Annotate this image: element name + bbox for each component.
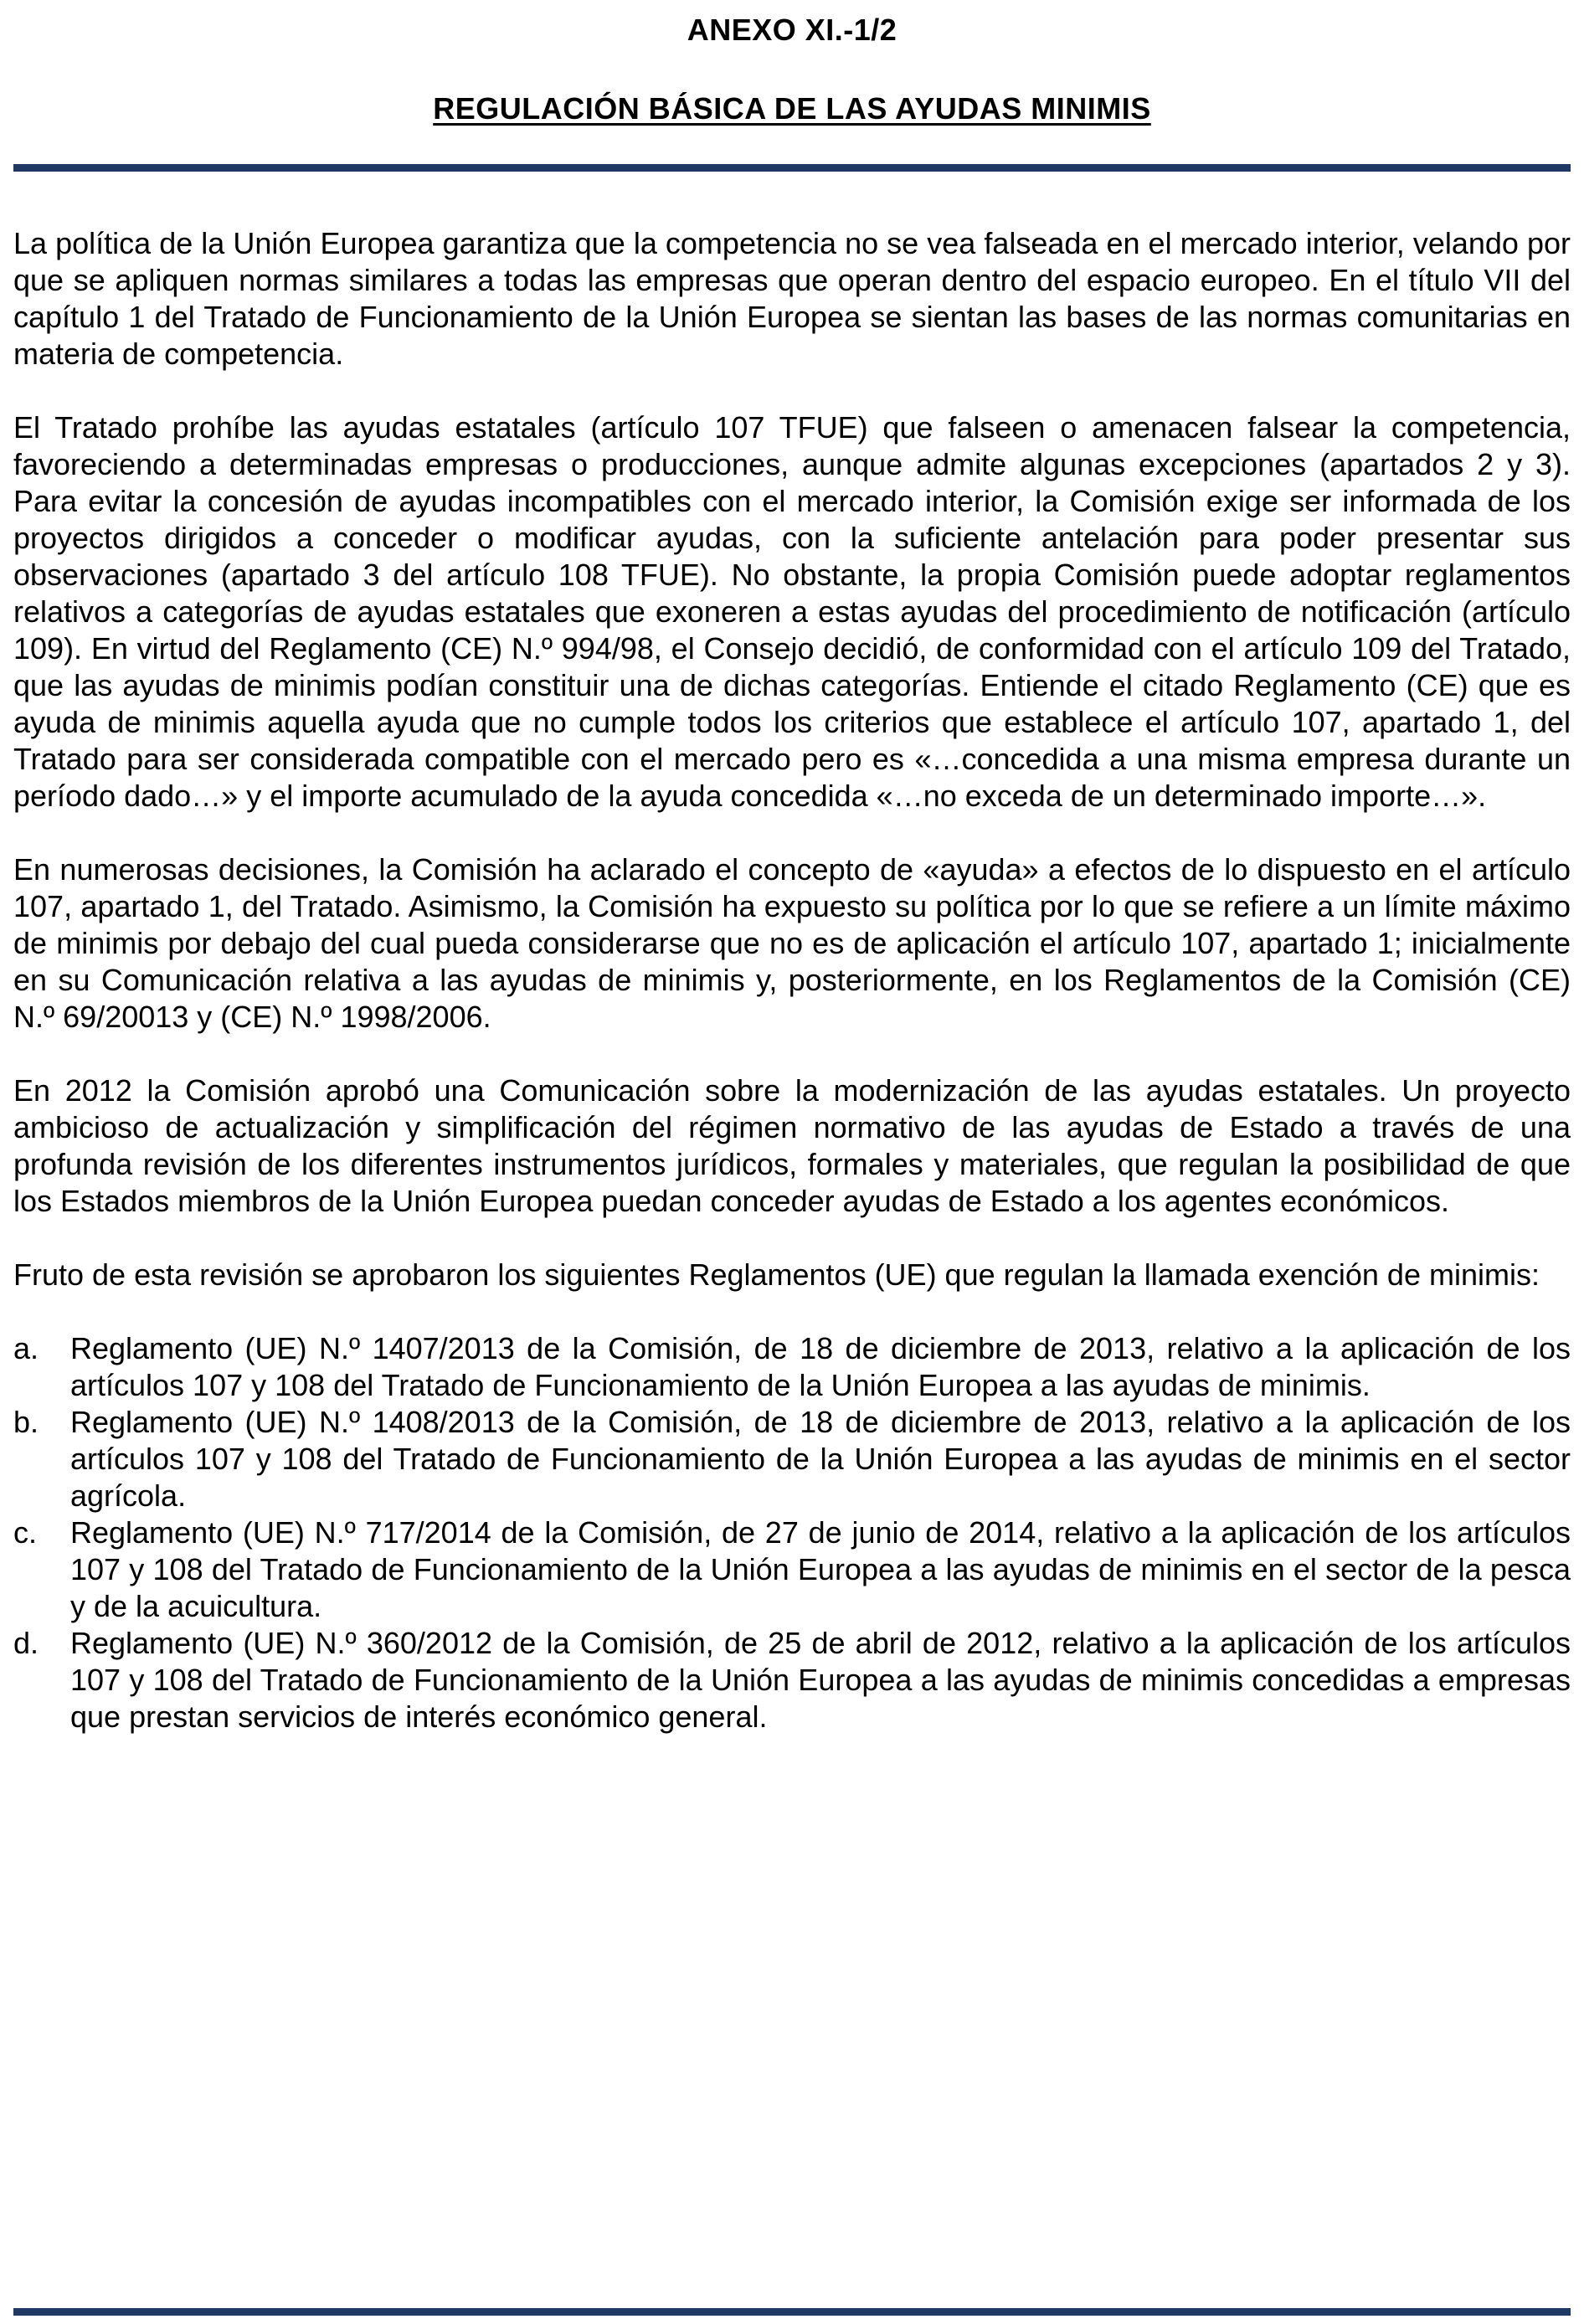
document-title (13, 90, 1571, 127)
list-item-marker: c. (13, 1515, 38, 1550)
list-item-text: Reglamento (UE) N.º 1408/2013 de la Comisión, de 18 de diciembre de 2013, relativo a la aplicación de los artículos 107 y 108 del Tratado de Funcionamiento de la Unión Europea a las ayudas de minimis en el sector agrícola. (70, 1405, 1571, 1513)
paragraph-competition-policy: La política de la Unión Europea garantiza que la competencia no se vea falseada en el mercado interior, velando por que se apliquen normas similares a todas las empresas que operan dentro del espacio europeo. En el título VII del capítulo 1 del Tratado de Funcionamiento de la Unión Europea se sientan las bases de las normas comunitarias en materia de competencia. (13, 226, 1571, 371)
list-item-marker: d. (13, 1626, 39, 1660)
paragraph-list-intro: Fruto de esta revisión se aprobaron los siguientes Reglamentos (UE) que regulan la llamada exención de minimis: (13, 1257, 1540, 1292)
annex-title: ANEXO XI.-1/2 (687, 13, 897, 47)
bottom-divider-rule (13, 2308, 1571, 2316)
list-item-text: Reglamento (UE) N.º 717/2014 de la Comisión, de 27 de junio de 2014, relativo a la aplicación de los artículos 107 y 108 del Tratado de Funcionamiento de la Unión Europea a las ayudas de minimis en el sector de la pesca y de la acuicultura. (70, 1515, 1571, 1623)
list-item-text: Reglamento (UE) N.º 1407/2013 de la Comisión, de 18 de diciembre de 2013, relativo a la aplicación de los artículos 107 y 108 del Tratado de Funcionamiento de la Unión Europea a las ayudas de minimis. (70, 1331, 1571, 1402)
list-item-text: Reglamento (UE) N.º 360/2012 de la Comisión, de 25 de abril de 2012, relativo a la aplicación de los artículos 107 y 108 del Tratado de Funcionamiento de la Unión Europea a las ayudas de minimis concedidas a empresas que prestan servicios de interés económico general. (70, 1626, 1571, 1734)
list-item (13, 1625, 1571, 1735)
paragraph-2012-modernization: En 2012 la Comisión aprobó una Comunicación sobre la modernización de las ayudas estatales. Un proyecto ambicioso de actualización y simplificación del régimen normativo de las ayudas de Estado a través de una profunda revisión de los diferentes instrumentos jurídicos, formales y materiales, que regulan la posibilidad de que los Estados miembros de la Unión Europea puedan conceder ayudas de Estado a los agentes económicos. (13, 1073, 1571, 1218)
paragraph-treaty-prohibition: El Tratado prohíbe las ayudas estatales (artículo 107 TFUE) que falseen o amenacen falsear la competencia, favoreciendo a determinadas empresas o producciones, aunque admite algunas excepciones (apartados 2 y 3). Para evitar la concesión de ayudas incompatibles con el mercado interior, la Comisión exige ser informada de los proyectos dirigidos a conceder o modificar ayudas, con la suficiente antelación para poder presentar sus observaciones (apartado 3 del artículo 108 TFUE). No obstante, la propia Comisión puede adoptar reglamentos relativos a categorías de ayudas estatales que exoneren a estas ayudas del procedimiento de notificación (artículo 109). En virtud del Reglamento (CE) N.º 994/98, el Consejo decidió, de conformidad con el artículo 109 del Tratado, que las ayudas de minimis podían constituir una de dichas categorías. Entiende el citado Reglamento (CE) que es ayuda de minimis aquella ayuda que no cumple todos los criterios que establece el artículo 107, apartado 1, del Tratado para ser considerada compatible con el mercado pero es «…concedida a una misma empresa durante un período dado…» y el importe acumulado de la ayuda concedida «…no exceda de un determinado importe…». (13, 410, 1571, 813)
regulations-list (13, 1330, 1571, 1735)
document-title-text: REGULACIÓN BÁSICA DE LAS AYUDAS MINIMIS (433, 91, 1151, 126)
list-item (13, 1404, 1571, 1514)
list-item (13, 1514, 1571, 1625)
list-item-marker: b. (13, 1405, 39, 1439)
top-divider-rule (13, 164, 1571, 172)
document-body (13, 225, 1571, 1735)
paragraph-commission-decisions: En numerosas decisiones, la Comisión ha aclarado el concepto de «ayuda» a efectos de lo dispuesto en el artículo 107, apartado 1, del Tratado. Asimismo, la Comisión ha expuesto su política por lo que se refiere a un límite máximo de minimis por debajo del cual pueda considerarse que no es de aplicación el artículo 107, apartado 1; inicialmente en su Comunicación relativa a las ayudas de minimis y, posteriormente, en los Reglamentos de la Comisión (CE) N.º 69/20013 y (CE) N.º 1998/2006. (13, 852, 1571, 1034)
list-item (13, 1330, 1571, 1404)
list-item-marker: a. (13, 1331, 39, 1365)
